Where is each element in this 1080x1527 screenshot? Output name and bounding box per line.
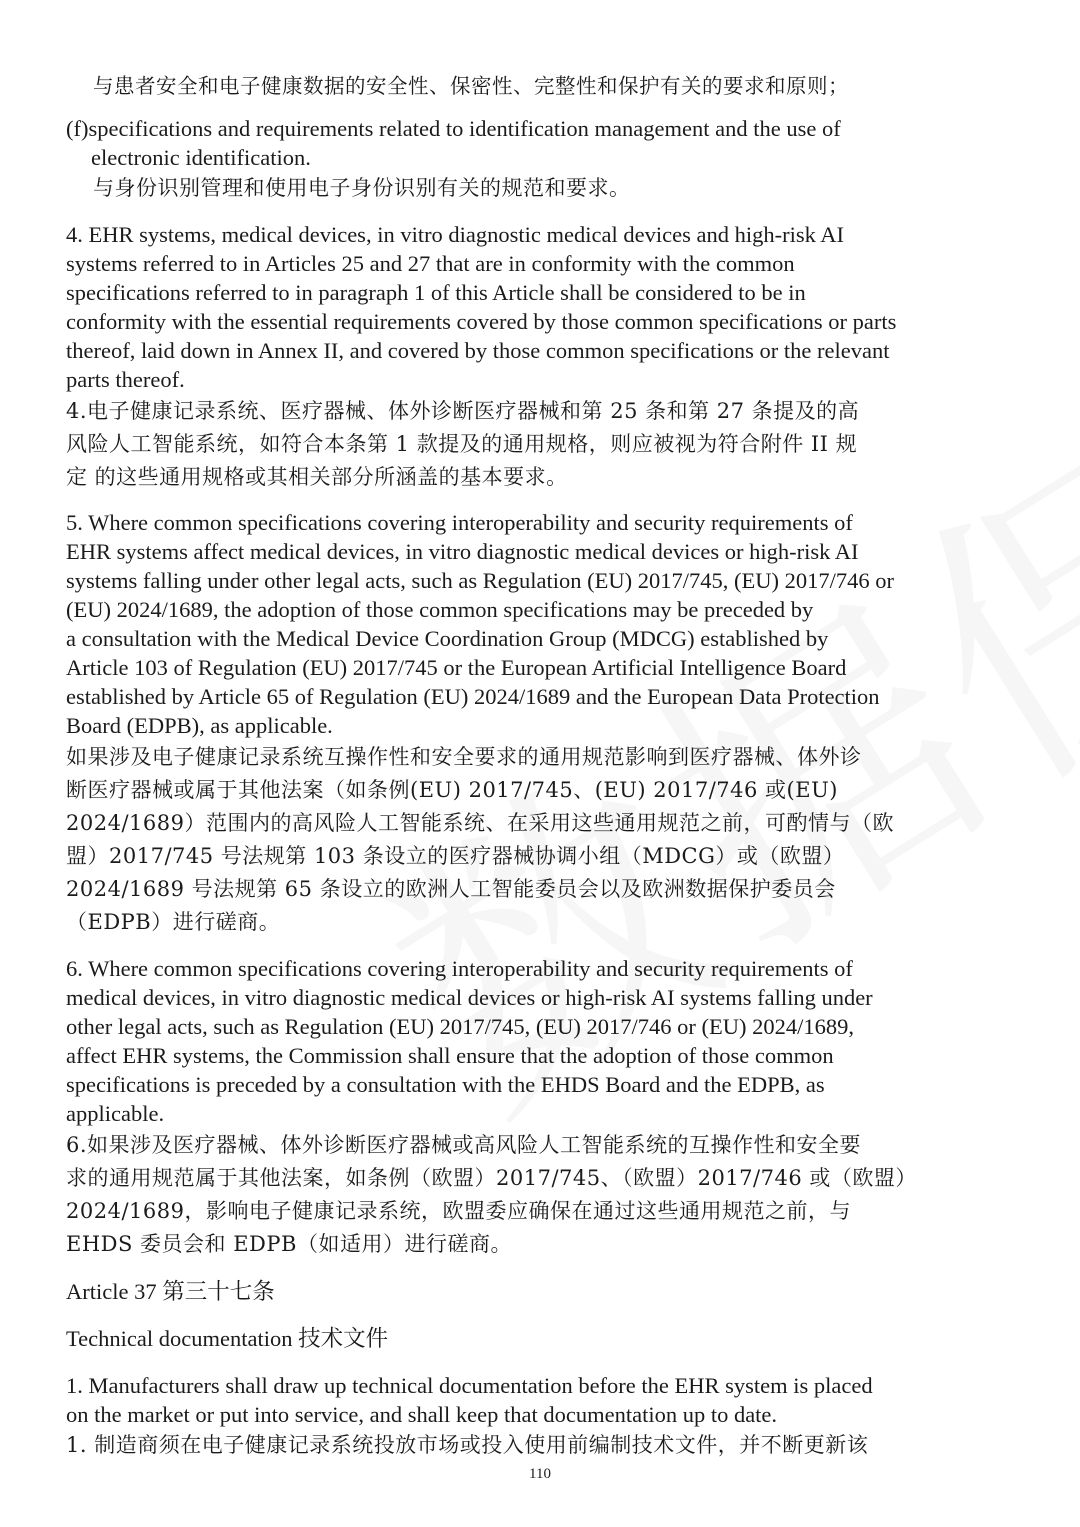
text-line: EHDS 委员会和 EDPB（如适用）进行磋商。 [66,1232,512,1256]
text-line: systems falling under other legal acts, such as Regulation (EU) 2017/745, (EU) 2017/746 or [66,568,894,593]
text-line: EHR systems affect medical devices, in vitro diagnostic medical devices or high-risk AI [66,539,859,564]
text-line: 5. Where common specifications covering interoperability and security requirements of [66,510,853,535]
text-line: 1. Manufacturers shall draw up technical documentation before the EHR system is placed [66,1373,873,1398]
text-line: applicable. [66,1101,165,1126]
text-line: 6. Where common specifications covering interoperability and security requirements of [66,956,853,981]
text-line: 与身份识别管理和使用电子身份识别有关的规范和要求。 [93,176,631,200]
text-line: on the market or put into service, and shall keep that documentation up to date. [66,1402,778,1427]
text-line: other legal acts, such as Regulation (EU) 2017/745, (EU) 2017/746 or (EU) 2024/1689, [66,1014,854,1039]
text-line: （EDPB）进行磋商。 [66,910,281,934]
text-line: 2024/1689 号法规第 65 条设立的欧洲人工智能委员会以及欧洲数据保护委员会 [66,877,836,901]
text-line: medical devices, in vitro diagnostic medical devices or high-risk AI systems falling under [66,985,873,1010]
text-line: 6.如果涉及医疗器械、体外诊断医疗器械或高风险人工智能系统的互操作性和安全要 [66,1133,862,1157]
text-line: specifications is preceded by a consultation with the EHDS Board and the EDPB, as [66,1072,825,1097]
text-line: 与患者安全和电子健康数据的安全性、保密性、完整性和保护有关的要求和原则； [93,74,849,98]
article-heading: Article 37 第三十七条 [66,1279,275,1304]
text-line: 断医疗器械或属于其他法案（如条例(EU) 2017/745、(EU) 2017/746 或(EU) [66,778,838,802]
text-line: electronic identification. [91,145,311,170]
text-line: 如果涉及电子健康记录系统互操作性和安全要求的通用规范影响到医疗器械、体外诊 [66,745,862,769]
text-line: 4.电子健康记录系统、医疗器械、体外诊断医疗器械和第 25 条和第 27 条提及的高 [66,399,860,423]
text-line: 1. 制造商须在电子健康记录系统投放市场或投入使用前编制技术文件，并不断更新该 [66,1433,869,1457]
page-number: 110 [529,1466,551,1482]
text-line: 求的通用规范属于其他法案，如条例（欧盟）2017/745、（欧盟）2017/746 或（欧盟） [66,1166,917,1190]
text-line: Article 103 of Regulation (EU) 2017/745 or the European Artificial Intelligence Board [66,655,847,680]
text-line: systems referred to in Articles 25 and 27 that are in conformity with the common [66,251,795,276]
text-line: affect EHR systems, the Commission shall ensure that the adoption of those common [66,1043,834,1068]
text-line: specifications referred to in paragraph 1 of this Article shall be considered to be in [66,280,806,305]
text-line: (EU) 2024/1689, the adoption of those common specifications may be preceded by [66,597,814,622]
text-line: established by Article 65 of Regulation (EU) 2024/1689 and the European Data Protection [66,684,880,709]
text-line: thereof, laid down in Annex II, and covered by those common specifications or the relevant [66,338,890,363]
text-line: 2024/1689）范围内的高风险人工智能系统、在采用这些通用规范之前，可酌情与（欧 [66,811,894,835]
text-line: 2024/1689，影响电子健康记录系统，欧盟委应确保在通过这些通用规范之前，与 [66,1199,851,1223]
text-line: Board (EDPB), as applicable. [66,713,333,738]
text-line: 定 的这些通用规格或其相关部分所涵盖的基本要求。 [66,465,568,489]
text-line: 风险人工智能系统，如符合本条第 1 款提及的通用规格，则应被视为符合附件 II 规 [66,432,858,456]
text-line: (f)specifications and requirements related to identification management and the use of [66,116,841,141]
text-line: 盟）2017/745 号法规第 103 条设立的医疗器械协调小组（MDCG）或（欧盟） [66,844,845,868]
text-line: parts thereof. [66,367,185,392]
section-heading: Technical documentation 技术文件 [66,1326,389,1351]
text-line: a consultation with the Medical Device Coordination Group (MDCG) established by [66,626,829,651]
text-line: 4. EHR systems, medical devices, in vitro diagnostic medical devices and high-risk AI [66,222,844,247]
text-line: conformity with the essential requirements covered by those common specifications or parts [66,309,897,334]
